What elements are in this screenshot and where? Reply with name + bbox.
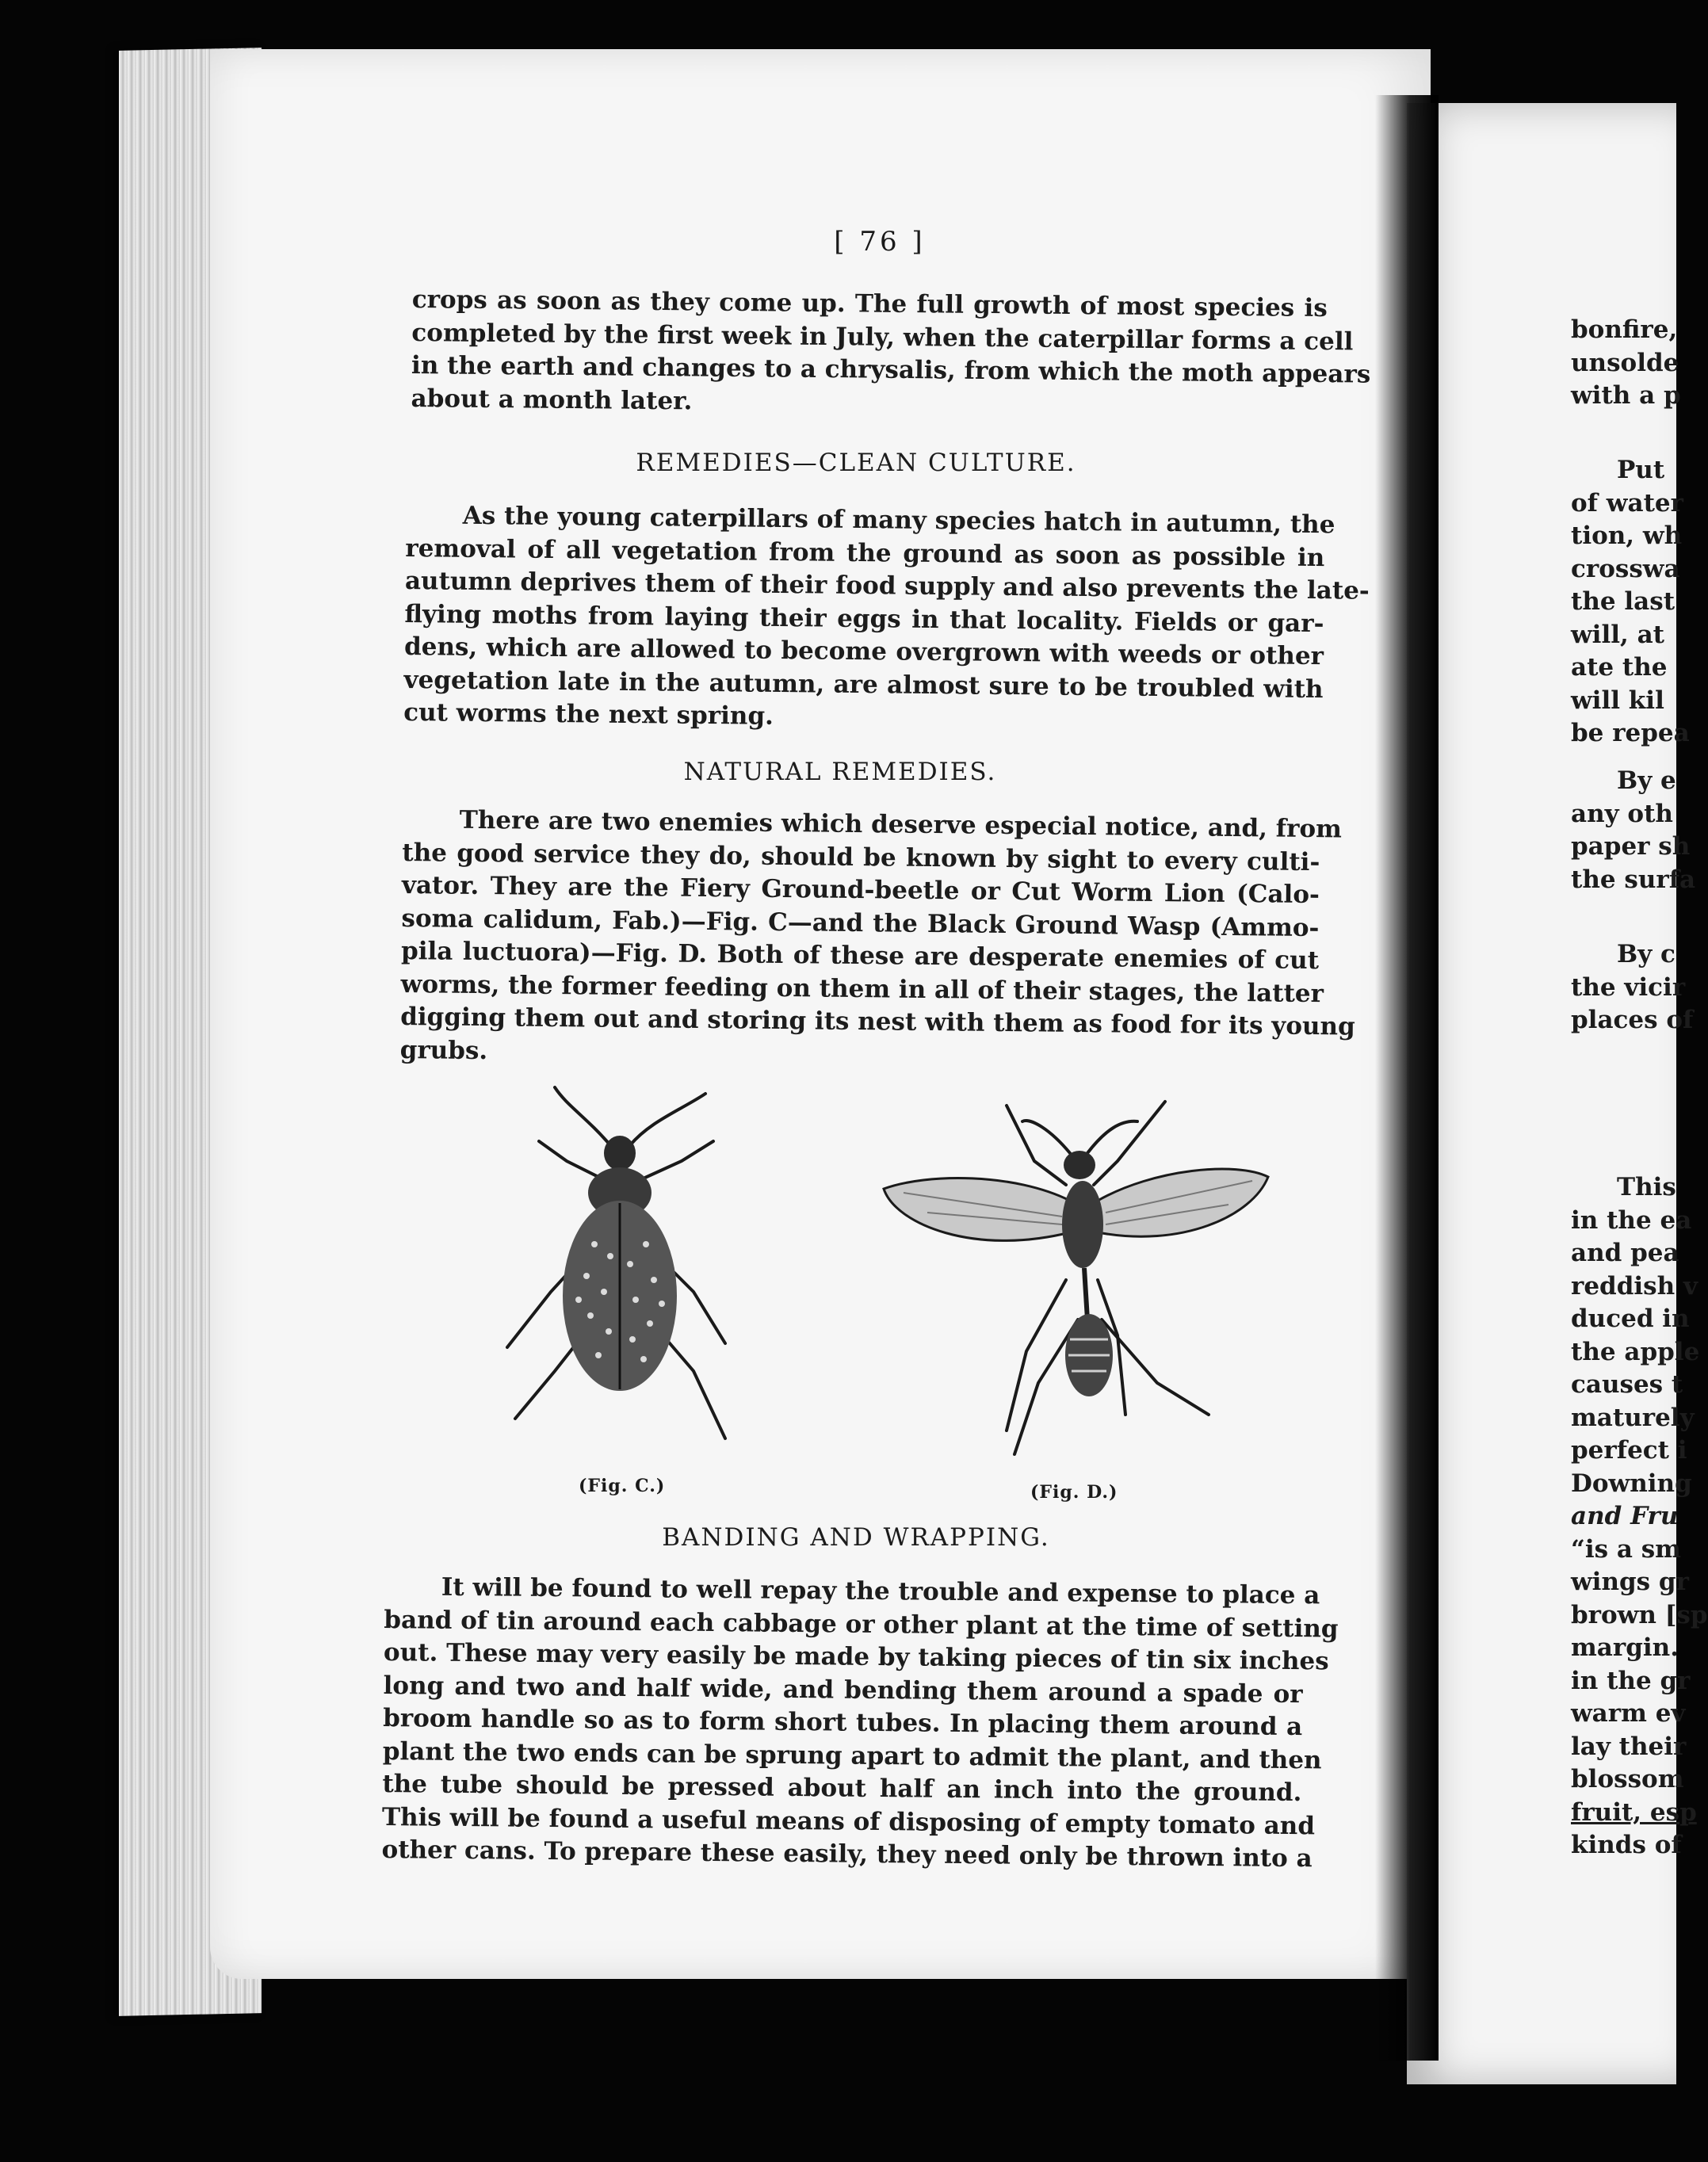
- right-page-text-line: of water: [1571, 488, 1683, 518]
- right-page-text-line: bonfire,: [1571, 315, 1678, 344]
- right-page-text-line: lay their: [1571, 1732, 1687, 1761]
- text-line: digging them out and storing its nest with them as food for its young: [399, 1002, 1355, 1041]
- right-page-text-line: crosswa: [1571, 554, 1680, 583]
- text-line: the tube should be pressed about half an inch into the ground.: [382, 1769, 1302, 1808]
- text-line: soma calidum, Fab.)—Fig. C—and the Black Ground Wasp (Ammo-: [401, 903, 1320, 942]
- right-page-text-line: perfect i: [1571, 1436, 1687, 1465]
- fig-d-caption: (Fig. D.): [1030, 1482, 1118, 1503]
- text-line: other cans. To prepare these easily, they need only be thrown into a: [381, 1835, 1313, 1874]
- text-line: autumn deprives them of their food supply and also prevents the late-: [404, 566, 1370, 605]
- text-line: worms, the former feeding on them in all of their stages, the latter: [400, 969, 1324, 1008]
- right-page-text-line: be repea: [1571, 719, 1690, 747]
- right-page-text-line: duced in: [1571, 1304, 1690, 1333]
- text-line: It will be found to well repay the trouble and expense to place a: [441, 1572, 1320, 1610]
- right-page-text-line: unsolde: [1571, 348, 1679, 377]
- right-page-text-line: By c: [1617, 940, 1676, 968]
- right-page-text-line: brown [sp: [1571, 1600, 1708, 1629]
- heading-natural-remedies: NATURAL REMEDIES.: [683, 758, 997, 786]
- text-line: broom handle so as to form short tubes. In placing them around a: [383, 1703, 1303, 1742]
- fig-d-wasp-illustration: [880, 1098, 1276, 1470]
- text-line: out. These may very easily be made by taking pieces of tin six inches: [383, 1637, 1329, 1676]
- text-line: As the young caterpillars of many species hatch in autumn, the: [462, 501, 1335, 540]
- right-page-text-line: any oth: [1571, 799, 1673, 828]
- right-page-text-line: fruit, esp: [1571, 1797, 1697, 1827]
- right-page-text-line: will kil: [1571, 686, 1664, 715]
- text-line: There are two enemies which deserve especial notice, and, from: [459, 805, 1343, 844]
- text-line: vator. They are the Fiery Ground-beetle or Cut Worm Lion (Calo-: [401, 870, 1320, 910]
- right-page-text-line: margin.: [1571, 1633, 1679, 1662]
- right-page-text-line: “is a sm: [1571, 1534, 1681, 1564]
- text-line: in the earth and changes to a chrysalis, from which the moth appears: [411, 350, 1371, 389]
- right-page-text-line: warm ev: [1571, 1699, 1686, 1728]
- text-line: about a month later.: [411, 384, 693, 415]
- right-page-text-line: the vicir: [1571, 972, 1686, 1002]
- right-page-text-line: tion, wh: [1571, 521, 1683, 550]
- right-page-text-line: the last: [1571, 587, 1676, 616]
- text-line: crops as soon as they come up. The full growth of most species is: [411, 285, 1328, 323]
- right-page-text-line: places of: [1571, 1006, 1694, 1034]
- heading-clean-culture: REMEDIES—CLEAN CULTURE.: [636, 449, 1076, 477]
- book-gutter: [1375, 95, 1439, 2061]
- right-page-text-line: in the ea: [1571, 1205, 1692, 1235]
- text-line: band of tin around each cabbage or other plant at the time of setting: [384, 1605, 1339, 1644]
- right-page-text-line: and Fru: [1571, 1502, 1679, 1530]
- text-line: dens, which are allowed to become overgrown with weeds or other: [403, 632, 1324, 671]
- text-line: long and two and half wide, and bending them around a spade or: [383, 1671, 1303, 1709]
- right-page-text-line: the surfa: [1571, 865, 1696, 894]
- right-page-text-line: ate the: [1571, 653, 1668, 682]
- text-line: removal of all vegetation from the ground as soon as possible in: [405, 533, 1325, 572]
- natural-remedies-paragraph: [399, 804, 1355, 1076]
- right-page-text-line: paper sh: [1571, 832, 1691, 861]
- right-page-text-line: blossom: [1571, 1765, 1684, 1793]
- page-number: [ 76 ]: [834, 226, 926, 258]
- right-page-text-line: kinds of: [1571, 1831, 1682, 1859]
- intro-paragraph: [411, 284, 1371, 424]
- right-page-text-line: the apple: [1571, 1337, 1700, 1366]
- text-line: grubs.: [399, 1035, 488, 1065]
- right-page-text-line: and pea: [1571, 1239, 1679, 1267]
- text-line: flying moths from laying their eggs in that locality. Fields or gar-: [404, 599, 1324, 638]
- right-page-text-line: maturely: [1571, 1403, 1695, 1432]
- text-line: This will be found a useful means of disposing of empty tomato and: [381, 1802, 1316, 1840]
- right-page-text-line: This: [1617, 1173, 1676, 1201]
- text-line: vegetation late in the autumn, are almost sure to be troubled with: [403, 665, 1324, 704]
- clean-culture-paragraph: [403, 499, 1370, 739]
- text-line: pila luctuora)—Fig. D. Both of these are desperate enemies of cut: [400, 936, 1320, 976]
- right-page-text-line: Put: [1617, 456, 1665, 484]
- right-page-text-line: wings gr: [1571, 1568, 1689, 1596]
- text-line: the good service they do, should be known by sight to every culti-: [402, 838, 1320, 877]
- text-line: plant the two ends can be sprung apart to admit the plant, and then: [382, 1736, 1322, 1774]
- fig-c-beetle-illustration: [491, 1086, 745, 1450]
- text-line: completed by the first week in July, when the caterpillar forms a cell: [411, 318, 1354, 356]
- heading-banding-wrapping: BANDING AND WRAPPING.: [662, 1523, 1050, 1552]
- text-line: cut worms the next spring.: [403, 697, 774, 731]
- right-page-text-line: reddish v: [1571, 1271, 1698, 1301]
- right-page-text-line: causes t: [1571, 1370, 1683, 1399]
- right-page-text-line: with a p: [1571, 381, 1681, 410]
- right-page-text-line: Downing: [1571, 1469, 1692, 1498]
- right-page-text-line: in the gr: [1571, 1666, 1691, 1695]
- right-page-text-line: By e: [1617, 766, 1676, 795]
- fig-c-caption: (Fig. C.): [579, 1476, 666, 1496]
- right-page-text-line: will, at: [1571, 620, 1665, 649]
- banding-paragraph: [381, 1571, 1339, 1876]
